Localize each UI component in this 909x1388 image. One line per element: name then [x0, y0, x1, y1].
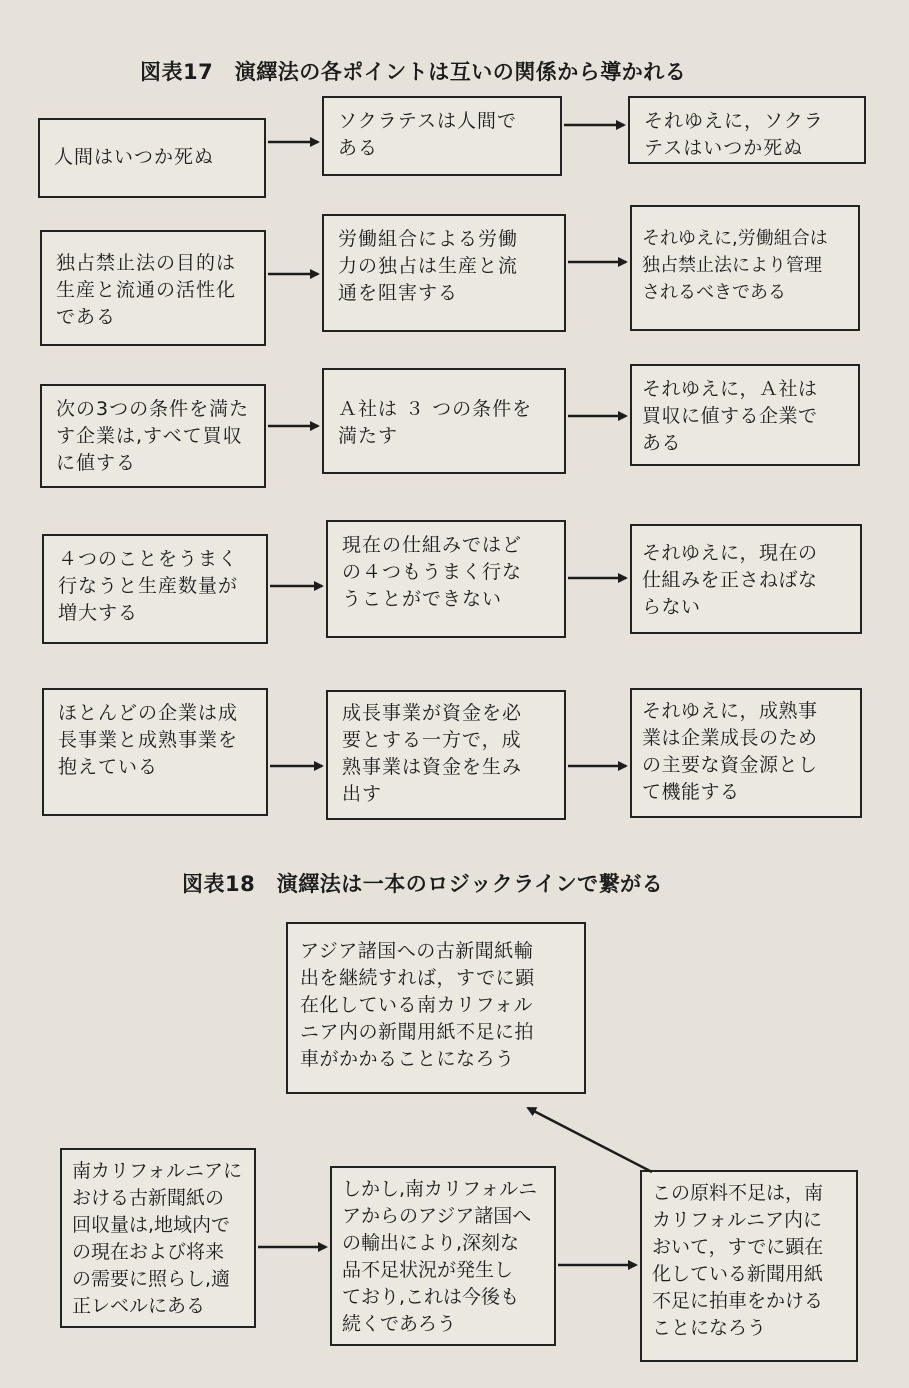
figure-18-title: 図表18 演繹法は一本のロジックラインで繋がる [182, 872, 664, 896]
fig17-row1-premise-major: 人間はいつか死ぬ [38, 118, 266, 198]
fig17-row3-conclusion: それゆえに，Ａ社は 買収に値する企業で ある [630, 364, 860, 466]
fig17-row4-premise-minor: 現在の仕組みではど の４つもうまく行な うことができない [326, 520, 566, 638]
fig17-row4-premise-major: ４つのことをうまく 行なうと生産数量が 増大する [42, 534, 268, 644]
fig17-row1-conclusion: それゆえに，ソクラ テスはいつか死ぬ [628, 96, 866, 164]
fig17-row4-conclusion: それゆえに，現在の 仕組みを正さねばな らない [630, 524, 862, 634]
fig17-row1-premise-minor: ソクラテスは人間で ある [322, 96, 562, 176]
fig17-row3-premise-minor: Ａ社は ３ つの条件を 満たす [322, 368, 566, 474]
fig18-premise-c-box: この原料不足は，南 カリフォルニア内に おいて，すでに顕在 化している新聞用紙 不足に拍車をかける ことになろう [640, 1170, 858, 1362]
fig17-row5-premise-minor: 成長事業が資金を必 要とする一方で，成 熟事業は資金を生み 出す [326, 690, 566, 820]
fig18-premise-a-box: 南カリフォルニアに おける古新聞紙の 回収量は,地域内で の現在および将来 の需要に照らし,適 正レベルにある [60, 1148, 256, 1328]
fig18-premise-b-box: しかし,南カリフォルニ アからのアジア諸国へ の輸出により,深刻な 品不足状況が発生し ており,これは今後も 続くであろう [330, 1166, 556, 1346]
fig18-conclusion-box: アジア諸国への古新聞紙輸 出を継続すれば，すでに顕 在化している南カリフォル ニア内の新聞用紙不足に拍 車がかかることになろう [286, 922, 586, 1094]
fig17-row2-conclusion: それゆえに,労働組合は 独占禁止法により管理 されるべきである [630, 205, 860, 331]
fig17-row5-premise-major: ほとんどの企業は成 長事業と成熟事業を 抱えている [42, 688, 268, 816]
figure-17-title: 図表17 演繹法の各ポイントは互いの関係から導かれる [140, 60, 687, 84]
arrow-f18-up [528, 1108, 652, 1172]
fig17-row3-premise-major: 次の3つの条件を満た す企業は,すべて買収 に値する [40, 384, 266, 488]
fig17-row2-premise-minor: 労働組合による労働 力の独占は生産と流 通を阻害する [322, 214, 566, 332]
fig17-row5-conclusion: それゆえに，成熟事 業は企業成長のため の主要な資金源とし て機能する [630, 688, 862, 818]
fig17-row2-premise-major: 独占禁止法の目的は 生産と流通の活性化 である [40, 230, 266, 346]
